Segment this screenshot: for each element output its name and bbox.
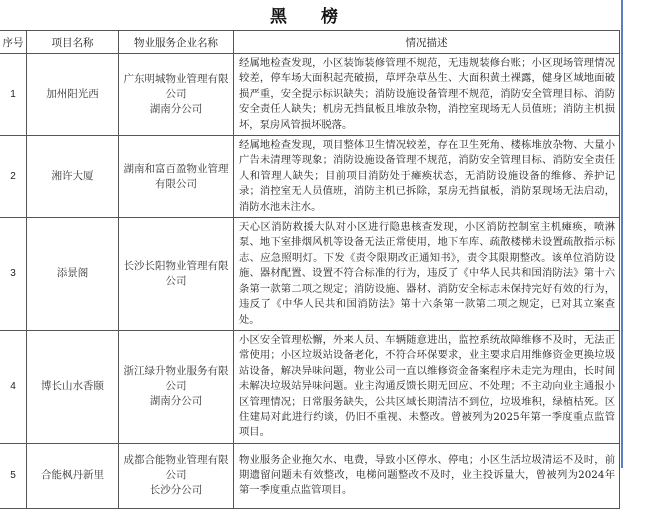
- situation-description: 经属地检查发现，项目整体卫生情况较差，存在卫生死角、楼栋堆放杂物、大量小广告未清理等现象；消防设施设备管理不规范，消防安全管理目标、消防安全责任人和管理人缺失；目前项目消防处于瘫痪状态，无消防设施设备的维修、养护记录；消控室无人员值班，消防主机已拆除，泵房无挡鼠板，消防泵现场无法启动，消防水池未注水。: [234, 136, 620, 218]
- project-name: 合能枫丹新里: [27, 443, 119, 508]
- table-row: [0, 54, 620, 136]
- company-line1: 广东明城物业管理有限公司: [123, 73, 229, 101]
- header-project: 项目名称: [27, 31, 119, 54]
- company-line1: 成都合能物业管理有限公司: [123, 454, 229, 482]
- table-row: [0, 218, 620, 331]
- row-index: 5: [0, 443, 27, 508]
- header-description: 情况描述: [234, 31, 620, 54]
- project-name: 加州阳光西: [27, 54, 119, 136]
- row-index: 3: [0, 218, 27, 331]
- table-row: [0, 330, 620, 443]
- company-name: [119, 136, 234, 218]
- company-line2: 湖南分公司: [149, 103, 203, 116]
- company-line2: 长沙分公司: [149, 484, 203, 497]
- company-line1: 浙江绿升物业服务有限公司: [123, 365, 229, 393]
- row-index: 1: [0, 54, 27, 136]
- company-line1: 湖南和富百盈物业管理有限公司: [123, 162, 229, 190]
- table-row: [0, 443, 620, 508]
- table-row: [0, 136, 620, 218]
- page-edge-divider: [621, 0, 623, 468]
- situation-description: 经属地检查发现，小区装饰装修管理不规范，无违规装修台账；小区现场管理情况较差，停车场大面积起壳破损，草坪杂草丛生、大面积黄土裸露，健身区域地面破损严重，安全提示标识缺失；消防设施设备管理不规范，消防安全管理目标、消防安全责任人缺失；机房无挡鼠板且堆放杂物，消控室现场无人员值班；消防主机损坏，泵房风管损坏脱落。: [234, 54, 620, 136]
- blacklist-table: [0, 30, 620, 509]
- table-header-row: [0, 31, 620, 54]
- situation-description: 天心区消防救援大队对小区进行隐患核查发现，小区消防控制室主机瘫痪，喷淋泵、地下室排烟风机等设备无法正常使用，地下车库、疏散楼梯未设置疏散指示标志、应急照明灯。下发《责令限期改正通知书》，责令其限期整改。该单位消防设施、器材配置、设置不符合标准的行为，违反了《中华人民共和国消防法》第十六条第一款第二项之规定；消防设施、器材、消防安全标志未保持完好有效的行为，违反了《中华人民共和国消防法》第十六条第一款第二项之规定，已对其立案查处。: [234, 218, 620, 331]
- company-name: [119, 330, 234, 443]
- row-index: 2: [0, 136, 27, 218]
- header-company: 物业服务企业名称: [119, 31, 234, 54]
- company-name: [119, 443, 234, 508]
- project-name: 博长山水香颐: [27, 330, 119, 443]
- company-line2: 湖南分公司: [149, 395, 203, 408]
- company-name: [119, 54, 234, 136]
- situation-description: 小区安全管理松懈，外来人员、车辆随意进出，监控系统故障维修不及时，无法正常使用；小区垃圾站设备老化，不符合环保要求，业主要求启用维修资金更换垃圾站设备，解决异味问题，物业公司一直以维修资金备案程序未走完为理由，长时间未解决垃圾站异味问题。业主沟通反馈长期无回应、不处理；不主动向业主通报小区管理情况；日常服务缺失，公共区域长期清洁不到位，垃圾堆积，绿植枯死。区住建局对此进行约谈，仍旧不重视、未整改。曾被列为2025年第一季度重点监管项目。: [234, 330, 620, 443]
- company-name: [119, 218, 234, 331]
- project-name: 湘许大厦: [27, 136, 119, 218]
- project-name: 添景阁: [27, 218, 119, 331]
- header-index: 序号: [0, 31, 27, 54]
- row-index: 4: [0, 330, 27, 443]
- company-line1: 长沙长阳物业管理有限公司: [123, 259, 229, 287]
- situation-description: 物业服务企业拖欠水、电费，导致小区停水、停电；小区生活垃圾清运不及时，前期遗留问题未有效整改，电梯问题整改不及时，业主投诉量大，曾被列为2024年第一季度重点监管项目。: [234, 443, 620, 508]
- page-title: 黑 榜: [270, 7, 352, 27]
